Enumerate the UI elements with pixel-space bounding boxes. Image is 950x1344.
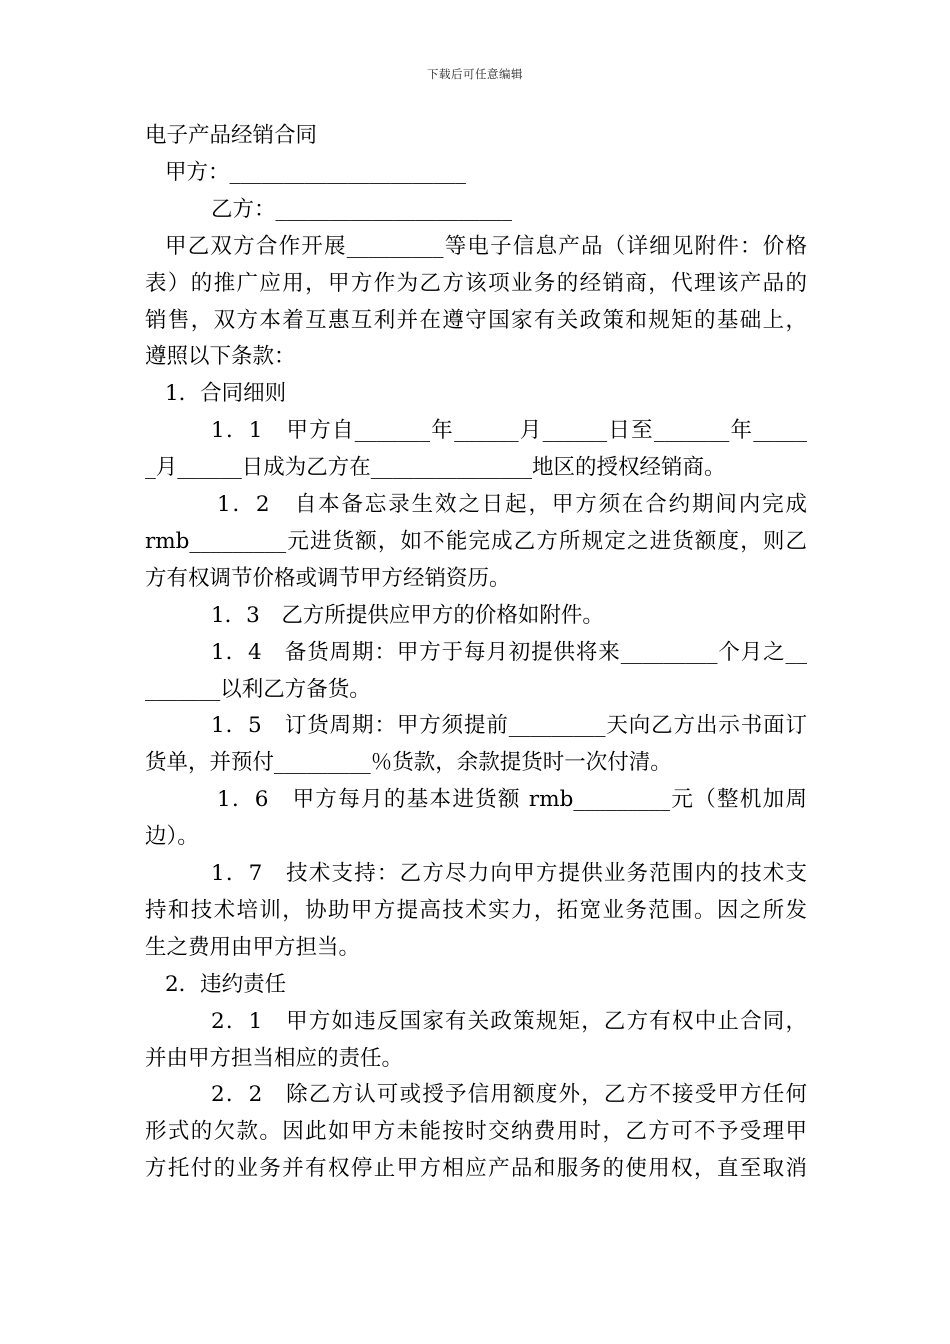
document-line: 遵照以下条款： xyxy=(145,344,296,370)
document-line: 1．1 甲方自_______年______月______日至_______年_____ xyxy=(211,418,807,444)
document-line: 销售，双方本着互惠互利并在遵守国家有关政策和规矩的基础上， xyxy=(145,307,807,333)
document-line: 乙方：______________________ xyxy=(211,196,513,222)
document-line: _______以利乙方备货。 xyxy=(145,676,371,702)
document-line: _月______日成为乙方在_______________地区的授权经销商。 xyxy=(145,455,726,481)
document-line: 2．2 除乙方认可或授予信用额度外，乙方不接受甲方任何 xyxy=(211,1082,807,1108)
document-line: 边）。 xyxy=(145,824,199,850)
document-line: 1．6 甲方每月的基本进货额 rmb_________元（整机加周 xyxy=(217,787,807,813)
document-title: 电子产品经销合同 xyxy=(145,123,318,148)
document-line: 1．合同细则 xyxy=(165,381,287,407)
document-line: 1．7 技术支持：乙方尽力向甲方提供业务范围内的技术支 xyxy=(211,861,807,886)
document-line: 表）的推广应用，甲方作为乙方该项业务的经销商，代理该产品的 xyxy=(145,270,807,296)
document-line: 并由甲方担当相应的责任。 xyxy=(145,1045,404,1071)
document-line: 1．5 订货周期：甲方须提前_________天向乙方出示书面订 xyxy=(211,713,807,739)
document-line: 甲乙双方合作开展_________等电子信息产品（详细见附件：价格 xyxy=(165,233,807,259)
document-line: 1．4 备货周期：甲方于每月初提供将来_________个月之__ xyxy=(211,639,807,665)
document-line: 甲方：______________________ xyxy=(165,159,467,185)
document-line: 持和技术培训，协助甲方提高技术实力，拓宽业务范围。因之所发 xyxy=(145,897,807,923)
document-line: 1．3 乙方所提供应甲方的价格如附件。 xyxy=(211,602,604,628)
document-line: 1．2 自本备忘录生效之日起，甲方须在合约期间内完成 xyxy=(217,492,807,517)
document-line: 货单，并预付_________％货款，余款提货时一次付清。 xyxy=(145,750,672,776)
document-line: 生之费用由甲方担当。 xyxy=(145,934,361,960)
header-note: 下载后可任意编辑 xyxy=(427,67,523,81)
document-line: 形式的欠款。因此如甲方未能按时交纳费用时，乙方可不予受理甲 xyxy=(145,1119,807,1145)
document-line: 方有权调节价格或调节甲方经销资历。 xyxy=(145,565,511,591)
document-line: rmb_________元进货额，如不能完成乙方所规定之进货额度，则乙 xyxy=(145,528,807,554)
document-line: 2．1 甲方如违反国家有关政策规矩，乙方有权中止合同， xyxy=(211,1008,807,1034)
document-line: 2．违约责任 xyxy=(165,971,287,997)
document-line: 方托付的业务并有权停止甲方相应产品和服务的使用权，直至取消 xyxy=(145,1156,807,1182)
